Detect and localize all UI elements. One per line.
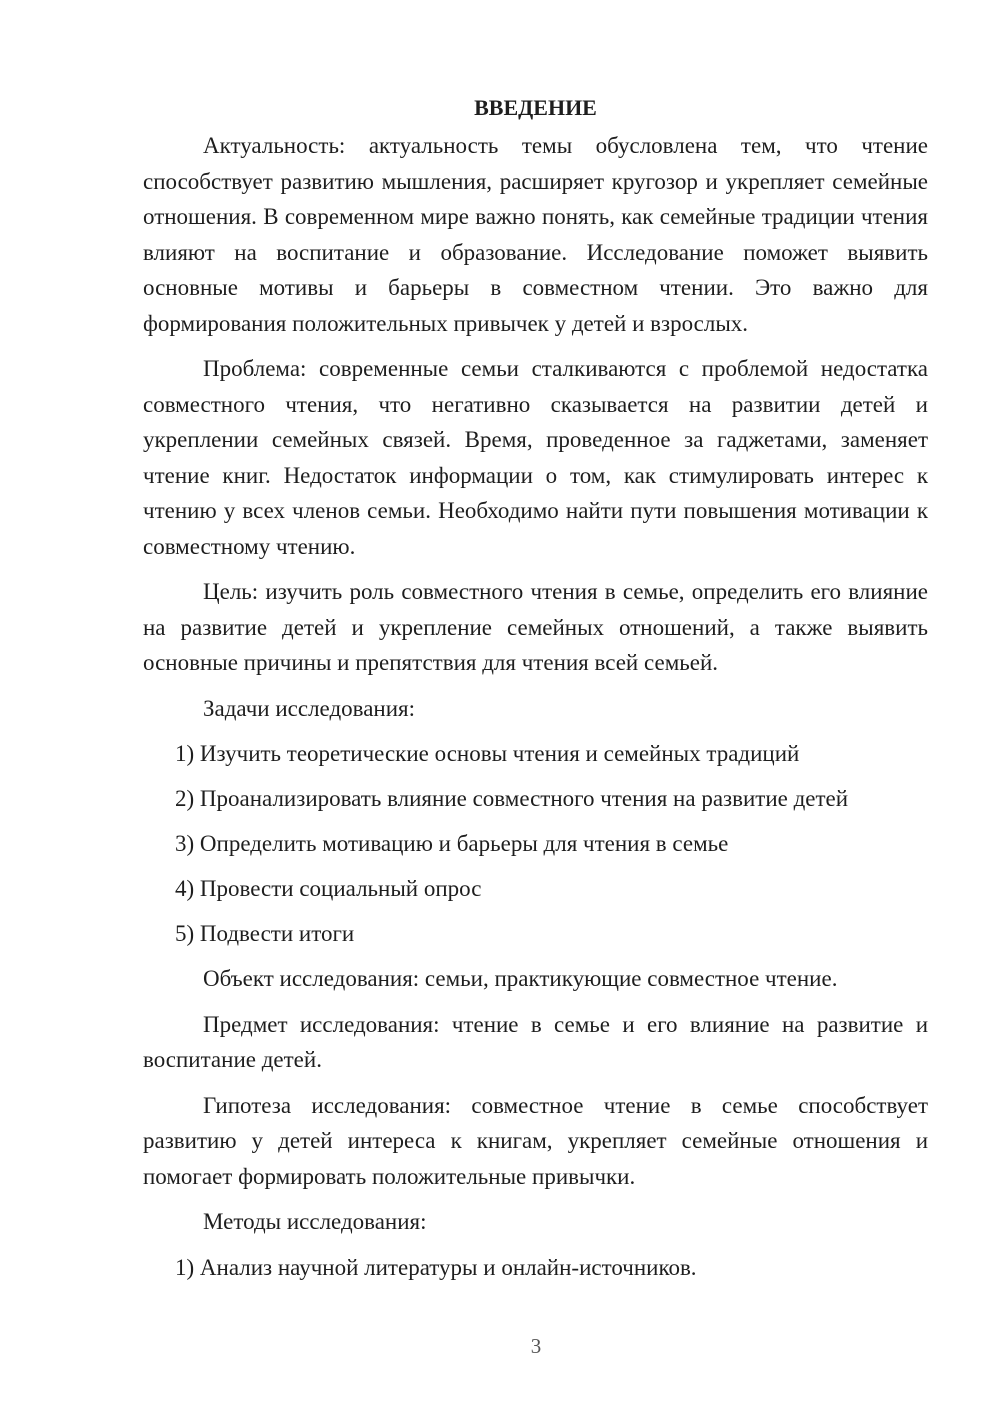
task-item: 5) Подвести итоги xyxy=(175,921,355,946)
hypothesis-paragraph: Гипотеза исследования: совместное чтение в семье способствует развитию у детей интереса к книгам, укрепляет семейные отношения и помогает формировать положительные привычки. xyxy=(143,1092,928,1189)
task-item: 2) Проанализировать влияние совместного чтения на развитие детей xyxy=(175,786,849,811)
method-item: 1) Анализ научной литературы и онлайн-источников. xyxy=(175,1254,697,1280)
page-title: ВВЕДЕНИЕ xyxy=(474,95,597,120)
object-paragraph: Объект исследования: семьи, практикующие совместное чтение. xyxy=(203,966,838,991)
goal-paragraph: Цель: изучить роль совместного чтения в семье, определить его влияние на развитие детей и укрепление семейных отношений, а также выявить основные причины и препятствия для чтения всей семьей. xyxy=(143,579,928,675)
page-number: 3 xyxy=(530,1334,542,1358)
subject-paragraph: Предмет исследования: чтение в семье и его влияние на развитие и воспитание детей. xyxy=(143,1011,928,1072)
problem-paragraph: Проблема: современные семьи сталкиваются с проблемой недостатка совместного чтения, что негативно сказывается на развитии детей и укреплении семейных связей. Время, проведенное за гаджетами, заменяет чтение книг. Недостаток информации о том, как стимулировать интерес к чтению у всех членов семьи. Необходимо найти пути повышения мотивации к совместному чтению. xyxy=(143,356,928,559)
methods-list xyxy=(143,1250,928,1286)
task-item: 1) Изучить теоретические основы чтения и семейных традиций xyxy=(175,741,800,766)
relevance-paragraph: Актуальность: актуальность темы обусловлена тем, что чтение способствует развитию мышления, расширяет кругозор и укрепляет семейные отношения. В современном мире важно понять, как семейные традиции чтения влияют на воспитание и образование. Исследование поможет выявить основные мотивы и барьеры в совместном чтении. Это важно для формирования положительных привычек у детей и взрослых. xyxy=(143,133,928,336)
task-item: 4) Провести социальный опрос xyxy=(175,876,482,901)
tasks-label: Задачи исследования: xyxy=(203,695,416,721)
methods-label: Методы исследования: xyxy=(203,1209,427,1234)
task-item: 3) Определить мотивацию и барьеры для чтения в семье xyxy=(175,831,729,856)
page-content xyxy=(143,92,928,1295)
tasks-list xyxy=(143,736,928,952)
